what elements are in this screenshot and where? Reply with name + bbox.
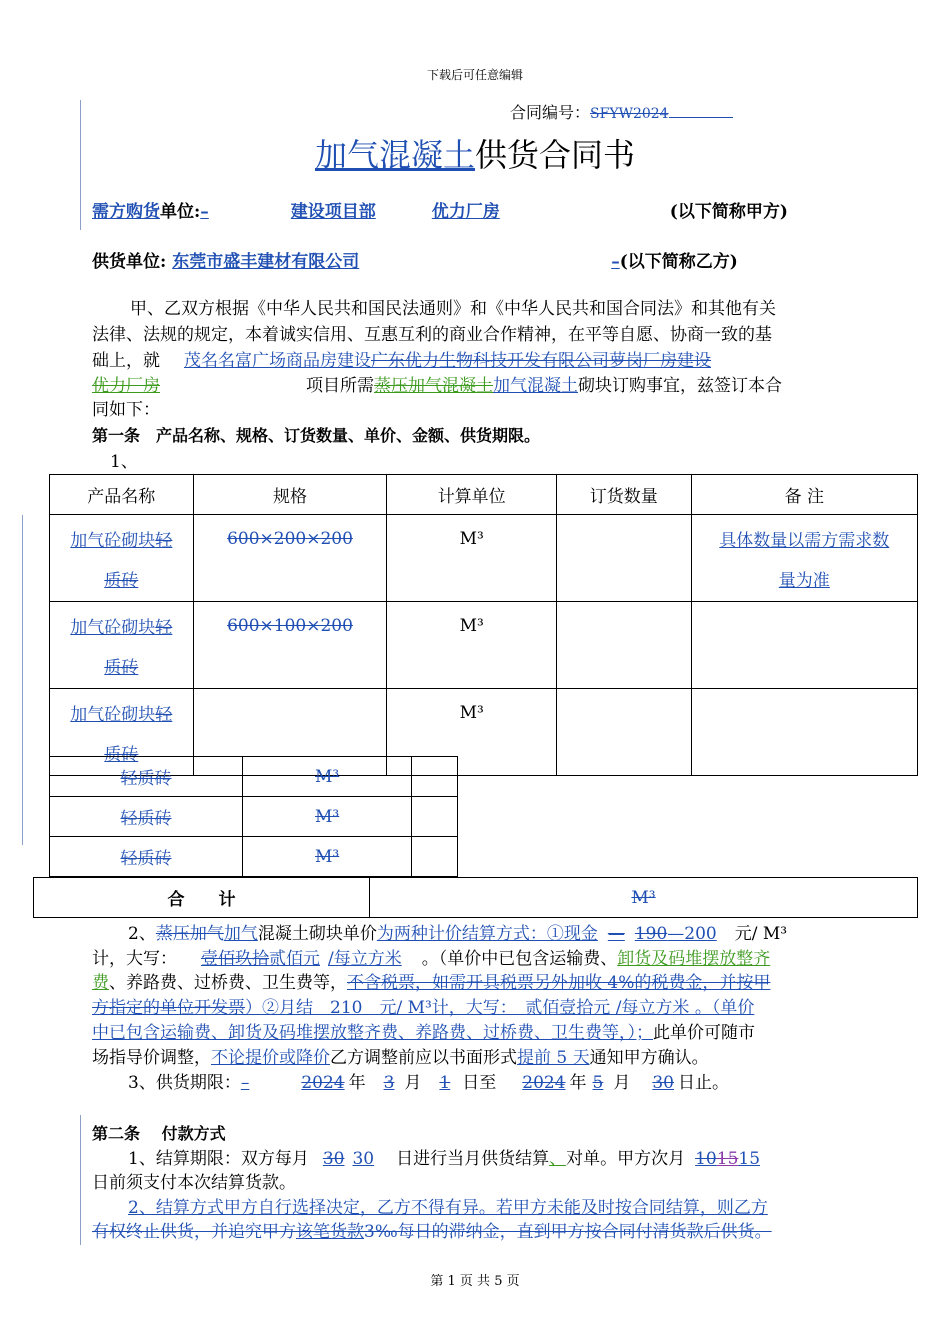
product-table xyxy=(49,474,918,776)
qty-cell xyxy=(556,602,691,689)
settlement-line-3: 2、结算方式甲方自行选择决定，乙方不得有异。若甲方未能及时按合同结算，则乙方 xyxy=(128,1198,768,1218)
deleted-name-cell: 轻质砖 xyxy=(50,837,243,877)
note-cell xyxy=(691,602,917,689)
price-line-4: 方指定的单位开发票）②月结 210 元/ M³计，大写： 贰佰壹拾元 /每立方米 。（单价 xyxy=(92,998,755,1018)
article-1-sub: 1、 xyxy=(110,452,138,472)
spec-cell: 600×100×200 xyxy=(193,602,387,689)
deleted-unit-cell: M³ xyxy=(243,757,412,797)
table-row xyxy=(50,797,458,837)
article-1-title: 第一条 产品名称、规格、订货数量、单价、金额、供货期限。 xyxy=(92,426,541,445)
empty-cell xyxy=(412,797,458,837)
settlement-line-4: 有权终止供货，并追究甲方该笔货款3‰每日的滞纳金，直到甲方按合同付清货款后供货。 xyxy=(92,1222,772,1242)
table-row xyxy=(50,757,458,797)
deleted-name-cell: 轻质砖 xyxy=(50,757,243,797)
settlement-line-1: 1、结算期限：双方每月 30 30 日进行当月供货结算、对单。甲方次月 101515 xyxy=(128,1149,761,1169)
product-name-cell: 加气砼砌块轻 质砖 xyxy=(50,689,194,776)
table-row xyxy=(50,602,918,689)
price-line-1: 2、蒸压加气加气混凝土砌块单价为两种计价结算方式：①现金 — 190—200 元/ M³ xyxy=(128,924,788,944)
article-2-title: 第二条 付款方式 xyxy=(92,1124,226,1143)
note-cell xyxy=(691,689,917,776)
unit-cell: M³ xyxy=(387,515,557,602)
unit-cell: M³ xyxy=(387,602,557,689)
table-header: 备 注 xyxy=(691,475,917,515)
buyer-line: 需方购货单位:– 建设项目部 优力厂房 (以下简称甲方) xyxy=(92,202,788,222)
empty-cell xyxy=(412,757,458,797)
empty-cell xyxy=(412,837,458,877)
deleted-unit-cell: M³ xyxy=(243,837,412,877)
total-row xyxy=(34,878,918,918)
product-name-cell: 加气砼砌块轻 质砖 xyxy=(50,515,194,602)
page-number: 第 1 页 共 5 页 xyxy=(430,1274,520,1289)
table-header-row xyxy=(50,475,918,515)
price-line-2: 计，大写： 壹佰玖拾贰佰元 /每立方米 。（单价中已包含运输费、卸货及码堆摆放整齐 xyxy=(92,949,771,969)
table-header: 计算单位 xyxy=(387,475,557,515)
table-row xyxy=(50,515,918,602)
page-title: 加气混凝土供货合同书 xyxy=(314,136,636,174)
supplier-line: 供货单位: 东莞市盛丰建材有限公司 –(以下简称乙方) xyxy=(92,252,738,272)
price-line-3: 费、养路费、过桥费、卫生费等，不含税票，如需开具税票另外加收 4%的税费金，并按甲 xyxy=(92,973,771,993)
deleted-unit-cell: M³ xyxy=(243,797,412,837)
spec-cell: 600×200×200 xyxy=(193,515,387,602)
intro-line-4: 优力厂房 项目所需蒸压加气混凝土加气混凝土砌块订购事宜，兹签订本合 xyxy=(92,376,782,396)
unit-cell: M³ xyxy=(387,689,557,776)
contract-number: 合同编号：SFYW2024 xyxy=(510,101,733,126)
table-header: 订货数量 xyxy=(556,475,691,515)
supply-period: 3、供货期限：– 2024 年 3 月 1 日至 2024 年 5 月 30 日止。 xyxy=(128,1073,729,1093)
product-name-cell: 加气砼砌块轻 质砖 xyxy=(50,602,194,689)
header-note: 下载后可任意编辑 xyxy=(426,68,523,82)
revision-bar xyxy=(22,515,23,845)
total-unit: M³ xyxy=(370,878,918,918)
note-cell: 具体数量以需方需求数 量为准 xyxy=(691,515,917,602)
price-line-5: 中已包含运输费、卸货及码堆摆放整齐费、养路费、过桥费、卫生费等，）；此单价可随市 xyxy=(92,1023,755,1043)
deleted-name-cell: 轻质砖 xyxy=(50,797,243,837)
deleted-rows-table xyxy=(49,756,458,877)
intro-line-5: 同如下： xyxy=(92,400,160,420)
intro-line-2: 法律、法规的规定，本着诚实信用、互惠互利的商业合作精神，在平等自愿、协商一致的基 xyxy=(92,325,772,345)
intro-line-1: 甲、乙双方根据《中华人民共和国民法通则》和《中华人民共和国合同法》和其他有关 xyxy=(130,299,776,319)
total-table xyxy=(33,877,918,918)
intro-line-3: 础上，就 茂名名富广场商品房建设广东优力生物科技开发有限公司萝岗厂房建设 xyxy=(92,351,711,371)
qty-cell xyxy=(556,689,691,776)
table-header: 规格 xyxy=(193,475,387,515)
revision-bar xyxy=(80,1115,81,1245)
table-header: 产品名称 xyxy=(50,475,194,515)
table-row xyxy=(50,837,458,877)
qty-cell xyxy=(556,515,691,602)
settlement-line-2: 日前须支付本次结算货款。 xyxy=(92,1173,296,1193)
total-label: 合 计 xyxy=(34,878,370,918)
price-line-6: 场指导价调整，不论提价或降价乙方调整前应以书面形式提前 5 天通知甲方确认。 xyxy=(92,1048,709,1068)
